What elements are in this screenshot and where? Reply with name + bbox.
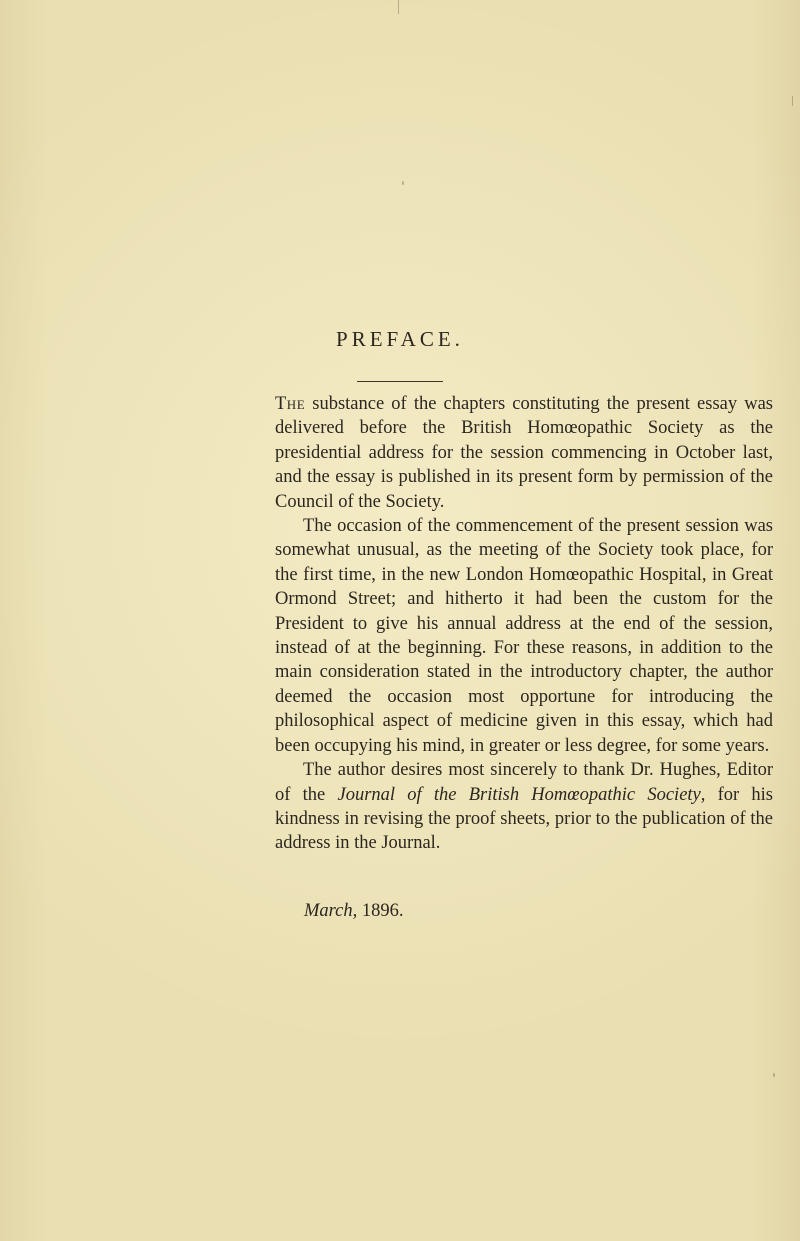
paper-speck — [792, 96, 793, 106]
preface-body — [275, 392, 773, 856]
heading-rule — [357, 381, 443, 382]
paragraph-2: The occasion of the commencement of the present session was somewhat unusual, as the meeting of the Society took place, for the first time, in the new London Homœopathic Hospital, in Great Ormond Street; and hitherto it had been the custom for the President to give his annual address at the end of the session, instead of at the beginning. For these reasons, in addition to the main consideration stated in the introductory chapter, the author deemed the occasion most opportune for introducing the philosophical aspect of medicine given in this essay, which had been occupying his mind, in greater or less degree, for some years. — [275, 516, 773, 756]
journal-title: Journal of the British Homœopathic Society — [337, 784, 701, 805]
paper-speck — [402, 181, 404, 185]
date-month: March, — [304, 901, 358, 921]
paragraph-1-lead-word: The — [275, 394, 306, 414]
paragraph-1 — [275, 392, 773, 514]
paragraph-1-text: substance of the chapters constituting the present essay was delivered before the British Homœopathic Society as the presidential address for the session commencing in October last, and the essay is published in its present form by permission of the Council of the Society. — [275, 394, 773, 512]
preface-date — [304, 899, 404, 923]
paragraph-3-text-end: , for his kindness in revising the proof sheets, prior to the publication of the address in the Journal. — [275, 784, 774, 854]
preface-heading: PREFACE. — [336, 327, 464, 351]
paragraph-3 — [275, 758, 773, 856]
paragraph-3-text-start: The author desires most sincerely to thank Dr. Hughes, Editor of the — [275, 760, 773, 805]
date-year: 1896. — [357, 901, 404, 921]
paper-speck — [773, 1073, 775, 1077]
paper-speck — [398, 0, 399, 14]
